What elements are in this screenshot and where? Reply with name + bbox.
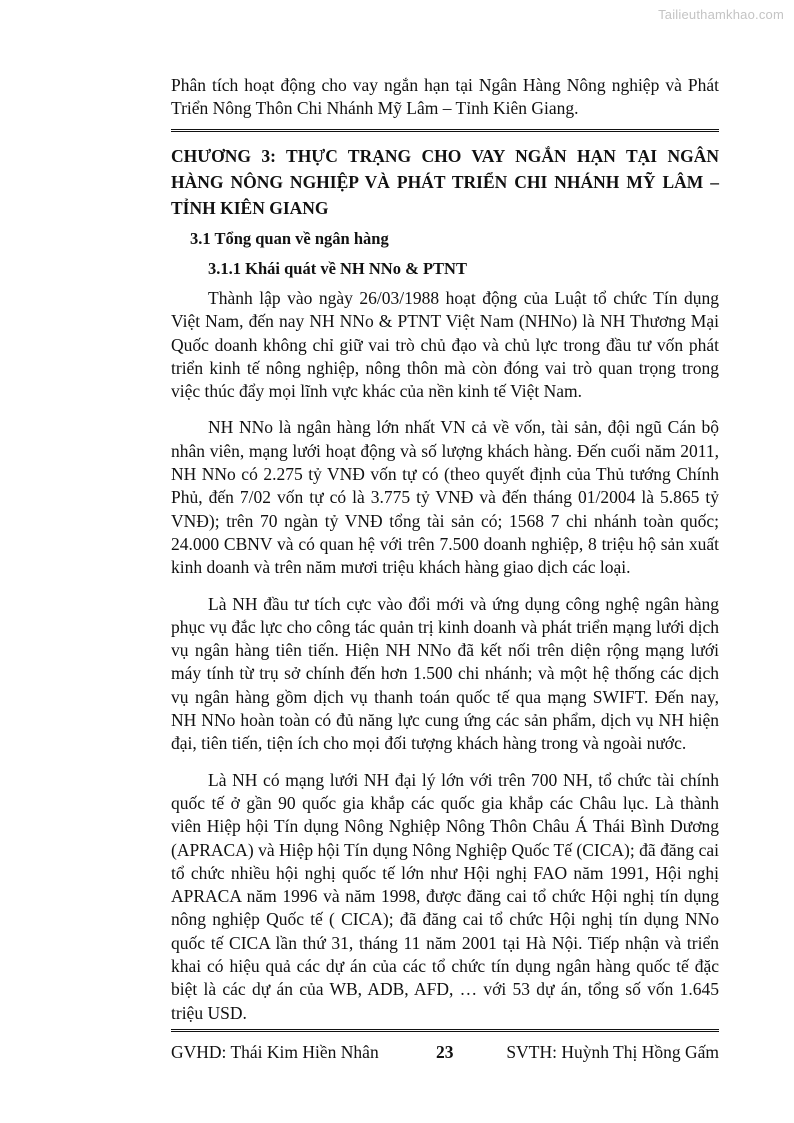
paragraph-4: Là NH có mạng lưới NH đại lý lớn với trên 700 NH, tổ chức tài chính quốc tế ở gần 90 quốc gia khắp các quốc gia khắp các Châu lục. Là thành viên Hiệp hội Tín dụng Nông Nghiệp Nông Thôn Châu Á Thái Bình Dương (APRACA) và Hiệp hội Tín dụng Nông Nghiệp Quốc Tế (CICA); đã đăng cai tổ chức nhiều hội nghị quốc tế lớn như Hội nghị FAO năm 1991, Hội nghị APRACA năm 1996 và năm 1998, được đăng cai tổ chức Hội nghị tín dụng nông nghiệp Quốc tế ( CICA); đã đăng cai tổ chức Hội nghị tín dụng NNo quốc tế CICA lần thứ 31, tháng 11 năm 2001 tại Hà Nội. Tiếp nhận và triển khai có hiệu quả các dự án của các tổ chức tín dụng ngân hàng quốc tế đặc biệt là các dự án của WB, ADB, AFD, … với 53 dự án, tổng số vốn 1.645 triệu USD. xyxy=(171,769,719,1023)
paragraph-1: Thành lập vào ngày 26/03/1988 hoạt động của Luật tổ chức Tín dụng Việt Nam, đến nay NH NNo & PTNT Việt Nam (NHNo) là NH Thương Mại Quốc doanh không chỉ giữ vai trò chủ đạo và chủ lực trong đầu tư vốn phát triển kinh tế nông nghiệp, nông thôn mà còn đóng vai trò quan trọng trong việc thúc đẩy mọi lĩnh vực khác của nền kinh tế Việt Nam. xyxy=(171,288,719,402)
running-header: Phân tích hoạt động cho vay ngắn hạn tại Ngân Hàng Nông nghiệp và Phát Triển Nông Thôn Chi Nhánh Mỹ Lâm – Tỉnh Kiên Giang. xyxy=(171,74,719,132)
footer-advisor: GVHD: Thái Kim Hiền Nhân xyxy=(171,1042,379,1062)
page-footer xyxy=(171,1029,719,1062)
section-heading: 3.1 Tổng quan về ngân hàng xyxy=(190,229,389,248)
chapter-title: CHƯƠNG 3: THỰC TRẠNG CHO VAY NGẮN HẠN TẠI NGÂN HÀNG NÔNG NGHIỆP VÀ PHÁT TRIỂN CHI NHÁNH MỸ LÂM – TỈNH KIÊN GIANG xyxy=(171,146,719,218)
body-text xyxy=(171,287,719,1038)
footer-student: SVTH: Huỳnh Thị Hồng Gấm xyxy=(506,1042,719,1062)
subsection-heading: 3.1.1 Khái quát về NH NNo & PTNT xyxy=(208,259,467,278)
page-number: 23 xyxy=(436,1042,454,1062)
paragraph-3: Là NH đầu tư tích cực vào đổi mới và ứng dụng công nghệ ngân hàng phục vụ đắc lực cho công tác quản trị kinh doanh và phát triển mạng lưới dịch vụ ngân hàng tiên tiến. Hiện NH NNo đã kết nối trên diện rộng mạng lưới máy tính từ trụ sở chính đến hơn 1.500 chi nhánh; và một hệ thống các dịch vụ ngân hàng gồm dịch vụ thanh toán quốc tế qua mạng SWIFT. Đến nay, NH NNo hoàn toàn có đủ năng lực cung ứng các sản phẩm, dịch vụ NH hiện đại, tiên tiến, tiện ích cho mọi đối tượng khách hàng trong và ngoài nước. xyxy=(171,593,719,754)
paragraph-2: NH NNo là ngân hàng lớn nhất VN cả về vốn, tài sản, đội ngũ Cán bộ nhân viên, mạng lưới hoạt động và số lượng khách hàng. Đến cuối năm 2011, NH NNo có 2.275 tỷ VNĐ vốn tự có (theo quyết định của Thủ tướng Chính Phủ, đến 7/02 vốn tự có là 3.775 tỷ VNĐ và đến tháng 01/2004 là 5.865 tỷ VNĐ); trên 70 ngàn tỷ VNĐ tổng tài sản có; 1568 7 chi nhánh toàn quốc; 24.000 CBNV và có quan hệ với trên 7.500 doanh nghiệp, 8 triệu hộ sản xuất kinh doanh và trên năm mươi triệu khách hàng giao dịch các loại. xyxy=(171,417,719,578)
watermark: Tailieuthamkhao.com xyxy=(658,7,784,22)
